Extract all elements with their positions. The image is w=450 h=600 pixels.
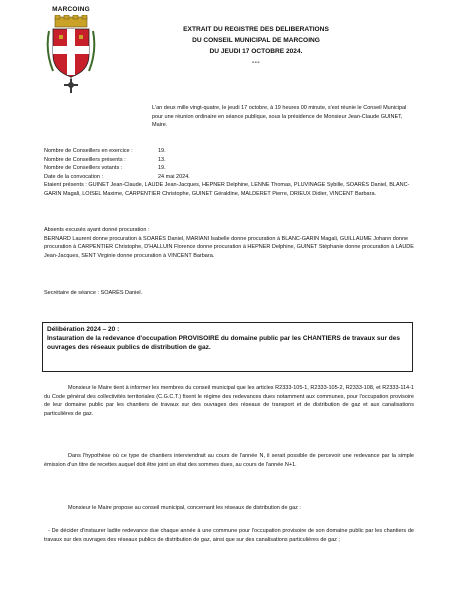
count-row	[44, 156, 424, 165]
count-row	[44, 164, 424, 173]
count-label: Date de la convocation :	[44, 173, 104, 180]
count-value: 19.	[158, 165, 166, 172]
body-paragraph: - De décider d'instaurer ladite redevance due chaque année à une commune pour l'occupation provisoire de son domaine public par les chantiers de travaux sur des ouvrages des réseaux publics de distribution de gaz, ainsi que sur des canalisations particulières de gaz ;	[44, 528, 414, 543]
count-row	[44, 173, 424, 182]
coat-of-arms-icon	[45, 15, 97, 95]
absents-text: BERNARD Laurent donne procuration à SOARÈS Daniel, MARIANI Isabelle donne procuration à BLANC-GARIN Magali, GUILLAUME Johann donne procuration à CARPENTIER Christophe, D'HALLUIN Florence donne procuration à HEPNER Delphine, GUINET Stéphanie donne procuration à LAUDE Jean-Jacques, SENT Virginie donne procuration à VINCENT Barbara.	[44, 235, 414, 259]
count-row	[44, 147, 424, 156]
absents-title: Absents excusés ayant donné procuration :	[44, 227, 150, 233]
count-label: Nombre de Conseillers présents :	[44, 156, 126, 163]
crest-town-name: MARCOING	[52, 6, 90, 13]
count-value: 13.	[158, 156, 166, 163]
deliberation-box	[42, 322, 413, 372]
coat-of-arms	[40, 6, 102, 95]
attendance-counts	[44, 147, 424, 199]
count-value: 19.	[158, 148, 166, 154]
body-paragraph: Monsieur le Maire tient à informer les membres du conseil municipal que les articles R2333-105-1, R2333-105-2, R2333-108, et R2333-114-1 du Code général des collectivités territoriales (C.G.C.T.) fixent le régime des redevances dues notamment aux communes, pour l'occupation provisoire de leur domaine public par les chantiers de travaux sur des ouvrages des réseaux de transport et de distribution de gaz et aux canalisations particulières de gaz.	[44, 385, 414, 417]
intro-paragraph: L'an deux mille vingt-quatre, le jeudi 17 octobre, à 19 heures 00 minute, s'est réunie le Conseil Municipal pour une réunion ordinaire en séance publique, sous la présidence de Monsieur Jean-Claude GUINET, Maire.	[152, 105, 407, 129]
count-label: Nombre de Conseillers en exercice :	[44, 148, 133, 154]
session-secretary: Secrétaire de séance : SOARÈS Daniel.	[44, 290, 143, 296]
present-members: Etaient présents : GUINET Jean-Claude, LAUDE Jean-Jacques, HEPNER Delphine, LENNE Thomas, PLUVINAGE Sybille, SOARÈS Daniel, BLANC-GARIN Magali, LOISEL Maxime, CARPENTIER Christophe, GUINET Géraldine, MALDERET Pierre, DRIEUX Didier, VINCENT Barbara.	[44, 182, 410, 197]
deliberation-title: Instauration de la redevance d'occupation PROVISOIRE du domaine public par les CHANTIERS de travaux sur des ouvrages des réseaux publics de distribution de gaz.	[47, 335, 400, 352]
heading-separator: ---	[251, 59, 261, 66]
heading-line-1: EXTRAIT DU REGISTRE DES DELIBERATIONS	[183, 26, 329, 33]
heading-line-3: DU JEUDI 17 OCTOBRE 2024.	[209, 48, 303, 55]
deliberation-number: Délibération 2024 – 20 :	[47, 326, 120, 333]
count-label: Nombre de Conseillers votants :	[44, 165, 123, 172]
heading-line-2: DU CONSEIL MUNICIPAL DE MARCOING	[192, 37, 320, 44]
absent-members	[44, 226, 420, 260]
document-heading	[150, 24, 362, 68]
body-paragraph: Dans l'hypothèse où ce type de chantiers interviendrait au cours de l'année N, il serait possible de percevoir une redevance par la simple émission d'un titre de recettes auquel doit être joint un état des sommes dues, au cours de l'année N+1.	[44, 453, 414, 468]
body-paragraph: Monsieur le Maire propose au conseil municipal, concernant les réseaux de distribution de gaz :	[68, 505, 301, 511]
count-value: 24 mai 2024.	[158, 173, 190, 180]
